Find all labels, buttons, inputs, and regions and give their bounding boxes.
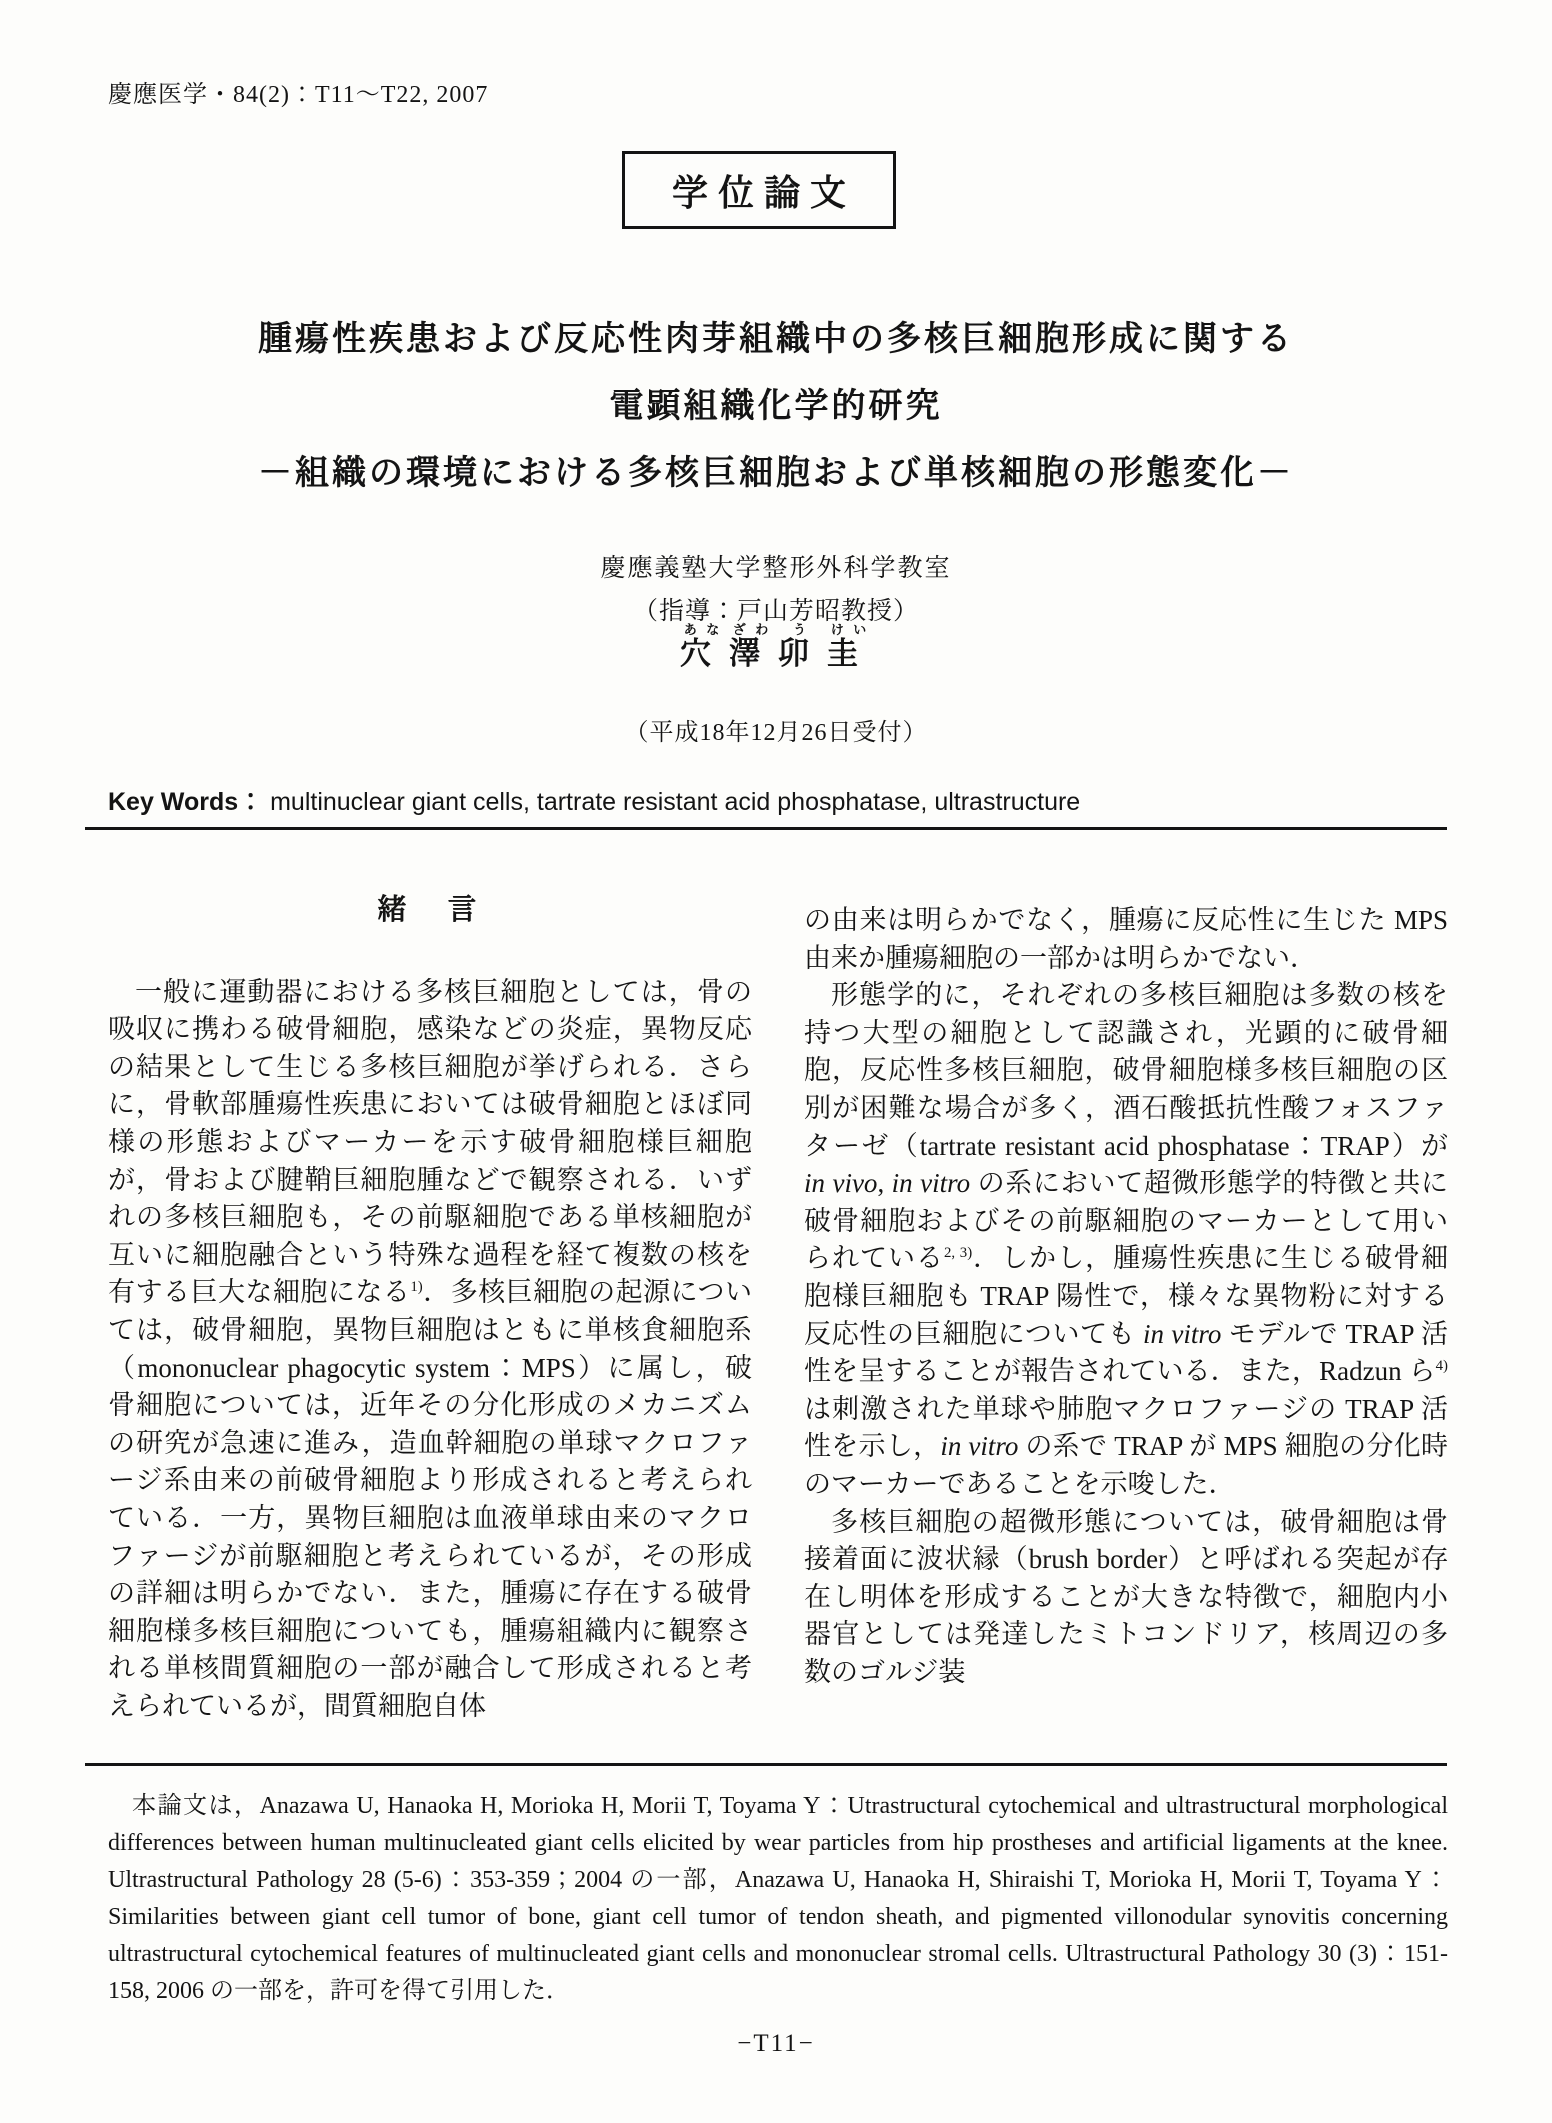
- text-run: ．しかし，腫瘍性疾患に生じる破骨細胞様巨細胞も TRAP 陽性で，様々な異物粉に対する反応性の巨細胞についても: [804, 1243, 1448, 1349]
- received-date: （平成18年12月26日受付）: [624, 720, 928, 746]
- text-run: の由来は明らかでなく，腫瘍に反応性に生じた MPS 由来か腫瘍細胞の一部かは明らかでない．: [804, 905, 1448, 973]
- left-column-text: [108, 974, 752, 1726]
- paper-title-line-3: －組織の環境における多核巨細胞および単核細胞の形態変化－: [258, 455, 1294, 492]
- right-column-text: [804, 902, 1448, 1691]
- author-name-ruby: [678, 622, 874, 671]
- ruby-character: 圭けい: [827, 622, 872, 671]
- paper-title-line-2: 電顕組織化学的研究: [609, 388, 943, 425]
- italic-term: in vivo: [804, 1168, 878, 1199]
- text-run: ．多核巨細胞の起源については，破骨細胞，異物巨細胞はともに単核食細胞系（mononuclear phagocytic system：MPS）に属し，破骨細胞については，近年その分化形成のメカニズムの研究が急速に進み，造血幹細胞の単球マクロファージ系由来の前破骨細胞より形成されると考えられている．一方，異物巨細胞は血液単球由来のマクロファージが前駆細胞と考えられているが，その形成の詳細は明らかでない．また，腫瘍に存在する破骨細胞様多核巨細胞についても，腫瘍組織内に観察される単核間質細胞の一部が融合して形成されると考えられているが，間質細胞自体: [108, 1277, 752, 1721]
- paragraph: [804, 902, 1448, 977]
- keywords-divider: [85, 827, 1447, 830]
- footnote-text: 本論文は，Anazawa U, Hanaoka H, Morioka H, Morii T, Toyama Y：Utrastructural cytochemical and ultrastructural morphological differences between human multinucleated giant cells elicited by wear particles from hip prostheses and artificial ligaments at the knee. Ultrastructural Pathology 28 (5-6)：353-359；2004 の一部，Anazawa U, Hanaoka H, Shiraishi T, Morioka H, Morii T, Toyama Y：Similarities between giant cell tumor of bone, giant cell tumor of tendon sheath, and pigmented villonodular synovitis concerning ultrastructural cytochemical features of multinucleated giant cells and mononuclear stromal cells. Ultrastructural Pathology 30 (3)：151-158, 2006 の一部を，許可を得て引用した．: [108, 1793, 1448, 2004]
- text-run: モデルで TRAP 活性を呈することが報告されている．また，Radzun ら: [804, 1318, 1448, 1387]
- paper-title: [0, 306, 1552, 507]
- body-columns: [108, 880, 1448, 1725]
- affiliation-text: 慶應義塾大学整形外科学教室: [600, 555, 952, 582]
- text-run: ,: [877, 1168, 892, 1199]
- ruby-character: 澤ざわ: [729, 622, 774, 671]
- keywords-text: multinuclear giant cells, tartrate resistant acid phosphatase, ultrastructure: [270, 788, 1081, 816]
- ruby-character: 穴あな: [680, 622, 725, 671]
- page-number: −T11−: [737, 2030, 815, 2057]
- paragraph: [804, 977, 1448, 1503]
- italic-term: in vitro: [1142, 1318, 1222, 1349]
- text-run: 一般に運動器における多核巨細胞としては，骨の吸収に携わる破骨細胞，感染などの炎症，異物反応の結果として生じる多核巨細胞が挙げられる．さらに，骨軟部腫瘍性疾患においては破骨細胞とほぼ同様の形態およびマーカーを示す破骨細胞様巨細胞が，骨および腱鞘巨細胞腫などで観察される．いずれの多核巨細胞も，その前駆細胞である単核細胞が互いに細胞融合という特殊な過程を経て複数の核を有する巨大な細胞になる: [108, 976, 752, 1308]
- paragraph: [108, 974, 752, 1726]
- text-run: の系で TRAP が MPS 細胞の分化時のマーカーであることを示唆した．: [804, 1431, 1448, 1499]
- right-column: [804, 880, 1448, 1725]
- text-run: の系において超微形態学的特徴と共に破骨細胞およびその前駆細胞のマーカーとして用いられている: [804, 1168, 1448, 1274]
- reference-superscript: 2, 3): [943, 1245, 973, 1262]
- paper-title-line-1: 腫瘍性疾患および反応性肉芽組織中の多核巨細胞形成に関する: [258, 321, 1294, 358]
- thesis-type-box: [622, 151, 896, 229]
- author-name: [0, 622, 1552, 673]
- italic-term: in vitro: [891, 1168, 971, 1199]
- ruby-character: 卯う: [778, 622, 823, 671]
- text-run: 多核巨細胞の超微形態については，破骨細胞は骨接着面に波状縁（brush border）と呼ばれる突起が存在し明体を形成することが大きな特徴で，細胞内小器官としては発達したミトコンドリア，核周辺の多数のゴルジ装: [804, 1506, 1448, 1687]
- footnote-divider: [85, 1763, 1447, 1766]
- thesis-type-label: 学位論文: [671, 171, 856, 213]
- supervisor-text: （指導：戸山芳昭教授）: [632, 598, 919, 625]
- text-run: は刺激された単球や肺胞マクロファージの TRAP 活性を示し，: [804, 1393, 1448, 1462]
- keywords-line: [108, 782, 1448, 818]
- intro-section-heading: 緒 言: [377, 894, 483, 926]
- keywords-label: Key Words：: [108, 788, 264, 816]
- reference-superscript: 4): [1435, 1358, 1448, 1375]
- paragraph: [804, 1504, 1448, 1692]
- text-run: 形態学的に，それぞれの多核巨細胞は多数の核を持つ大型の細胞として認識され，光顕的に破骨細胞，反応性多核巨細胞，破骨細胞様多核巨細胞の区別が困難な場合が多く，酒石酸抵抗性酸フォスファターゼ（tartrate resistant acid phosphatase：TRAP）が: [804, 980, 1448, 1161]
- journal-citation: 慶應医学・84(2)：T11～T22, 2007: [108, 82, 489, 108]
- left-column: [108, 880, 752, 1725]
- reference-superscript: 1): [410, 1279, 423, 1296]
- italic-term: in vitro: [940, 1431, 1019, 1462]
